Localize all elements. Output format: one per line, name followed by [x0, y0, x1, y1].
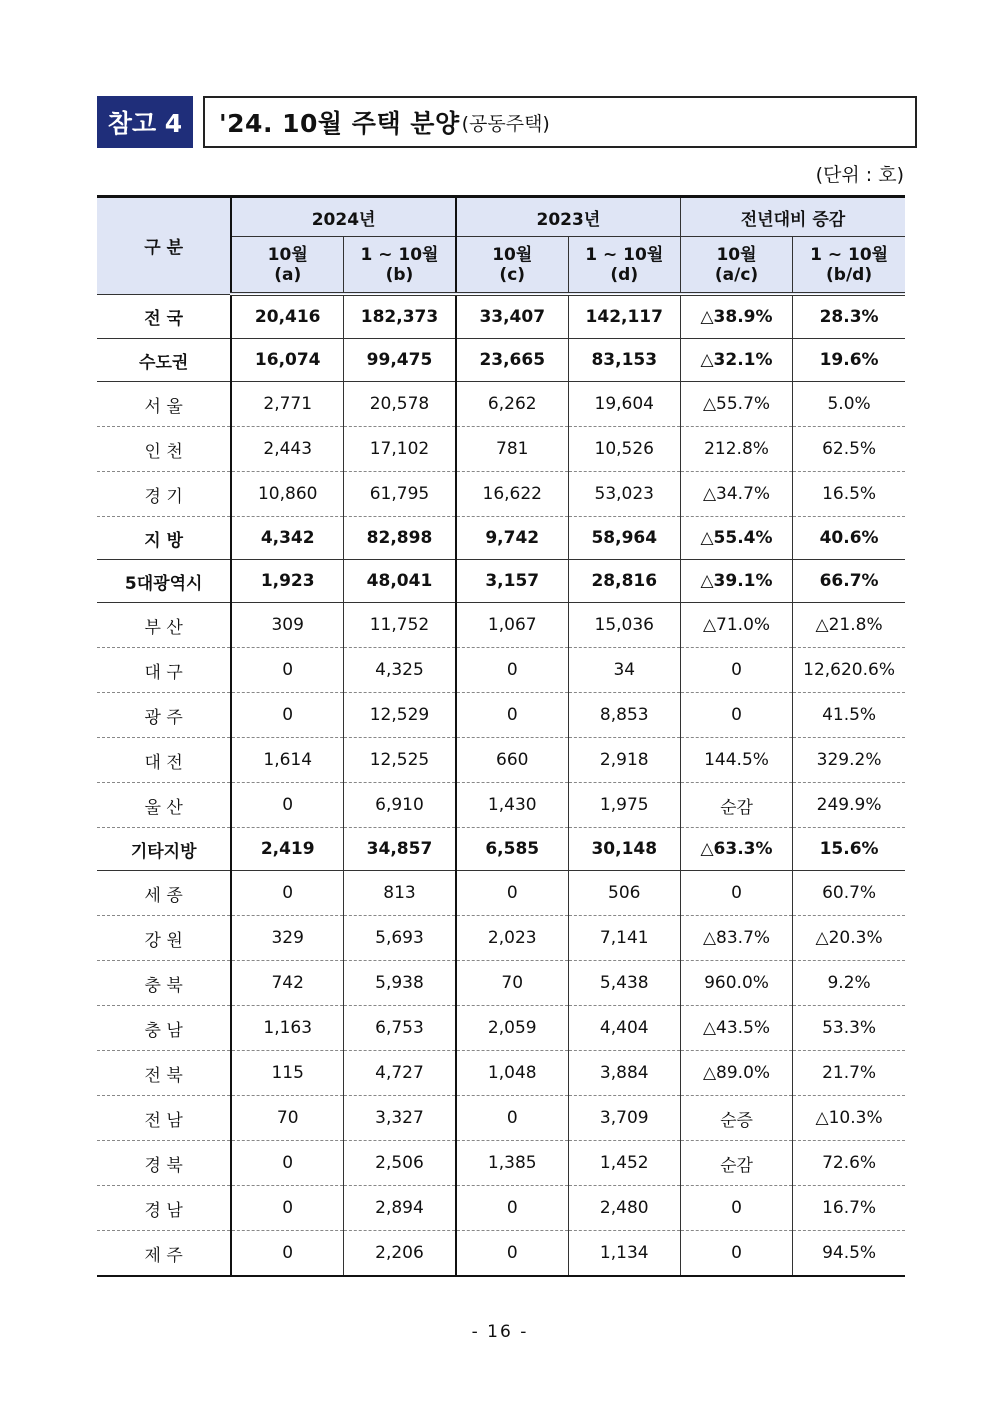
table-cell: 23,665: [456, 339, 568, 382]
table-cell: 2,419: [231, 828, 343, 871]
column-header-label: 10월: [716, 244, 757, 265]
column-header-code: (a): [274, 264, 302, 285]
table-row: [97, 693, 905, 738]
table-cell: 70: [456, 961, 568, 1006]
table-row: [97, 871, 905, 916]
page-number: - 16 -: [471, 1322, 529, 1342]
table-cell: 15,036: [568, 603, 680, 648]
table-cell: 0: [680, 871, 792, 916]
table-cell: 41.5%: [793, 693, 905, 738]
column-header-label: 10월: [267, 244, 308, 265]
table-cell: 17,102: [344, 427, 456, 472]
table-cell: 309: [231, 603, 343, 648]
table-cell: 5,693: [344, 916, 456, 961]
table-row: [97, 517, 905, 560]
table-cell: 5,438: [568, 961, 680, 1006]
table-cell: 0: [456, 648, 568, 693]
table-cell: △83.7%: [680, 916, 792, 961]
group-2024: 2024년: [231, 197, 456, 237]
table-cell: 2,506: [344, 1141, 456, 1186]
table-cell: 3,327: [344, 1096, 456, 1141]
table-cell: 16.5%: [793, 472, 905, 517]
region-name: 부 산: [97, 603, 231, 648]
table-cell: 21.7%: [793, 1051, 905, 1096]
housing-supply-table: [97, 195, 905, 1277]
table-cell: 1,067: [456, 603, 568, 648]
table-cell: 9.2%: [793, 961, 905, 1006]
table-row: [97, 1141, 905, 1186]
region-name: 대 구: [97, 648, 231, 693]
table-cell: 1,163: [231, 1006, 343, 1051]
table-row: [97, 916, 905, 961]
table-row: [97, 472, 905, 517]
table-cell: 순감: [680, 1141, 792, 1186]
table-cell: 12,529: [344, 693, 456, 738]
table-cell: 4,727: [344, 1051, 456, 1096]
table-cell: 60.7%: [793, 871, 905, 916]
table-cell: △10.3%: [793, 1096, 905, 1141]
table-cell: 15.6%: [793, 828, 905, 871]
page-subtitle: (공동주택): [461, 112, 550, 135]
table-cell: 0: [680, 648, 792, 693]
table-cell: 0: [231, 1141, 343, 1186]
column-header-code: (b/d): [826, 264, 873, 285]
table-cell: 6,262: [456, 382, 568, 427]
column-header: [793, 237, 905, 295]
table-cell: 10,860: [231, 472, 343, 517]
column-header-code: (c): [499, 264, 526, 285]
table-cell: 2,059: [456, 1006, 568, 1051]
table-cell: 53,023: [568, 472, 680, 517]
table-cell: 1,385: [456, 1141, 568, 1186]
unit-label: (단위 : 호): [815, 164, 904, 186]
table-row: [97, 294, 905, 339]
region-name: 전 남: [97, 1096, 231, 1141]
region-name: 강 원: [97, 916, 231, 961]
row-header-label: 구 분: [97, 197, 231, 295]
table-row: [97, 603, 905, 648]
region-name: 5대광역시: [97, 560, 231, 603]
table-cell: 142,117: [568, 294, 680, 339]
table-cell: 8,853: [568, 693, 680, 738]
table-cell: 0: [456, 693, 568, 738]
region-name: 경 북: [97, 1141, 231, 1186]
region-name: 경 기: [97, 472, 231, 517]
table-cell: 4,404: [568, 1006, 680, 1051]
table-cell: 34: [568, 648, 680, 693]
table-cell: 0: [231, 871, 343, 916]
table-cell: 70: [231, 1096, 343, 1141]
table-cell: 0: [680, 693, 792, 738]
table-cell: 30,148: [568, 828, 680, 871]
table-cell: 1,134: [568, 1231, 680, 1277]
table-cell: 813: [344, 871, 456, 916]
table-cell: △89.0%: [680, 1051, 792, 1096]
table-cell: 34,857: [344, 828, 456, 871]
table-row: [97, 1051, 905, 1096]
region-name: 충 남: [97, 1006, 231, 1051]
table-cell: 72.6%: [793, 1141, 905, 1186]
table-cell: 212.8%: [680, 427, 792, 472]
table-cell: 12,525: [344, 738, 456, 783]
table-cell: 7,141: [568, 916, 680, 961]
table-row: [97, 961, 905, 1006]
region-name: 전 국: [97, 294, 231, 339]
region-name: 경 남: [97, 1186, 231, 1231]
table-row: [97, 1186, 905, 1231]
region-name: 전 북: [97, 1051, 231, 1096]
column-header-code: (b): [385, 264, 414, 285]
table-cell: 2,206: [344, 1231, 456, 1277]
table-row: [97, 828, 905, 871]
table-cell: 0: [231, 693, 343, 738]
title-box: [203, 96, 917, 148]
table-cell: 9,742: [456, 517, 568, 560]
table-cell: 0: [456, 1186, 568, 1231]
table-cell: △32.1%: [680, 339, 792, 382]
region-name: 인 천: [97, 427, 231, 472]
table-cell: 53.3%: [793, 1006, 905, 1051]
table-cell: 2,023: [456, 916, 568, 961]
table-row: [97, 783, 905, 828]
table-cell: 0: [231, 648, 343, 693]
table-cell: 144.5%: [680, 738, 792, 783]
table-cell: 249.9%: [793, 783, 905, 828]
table-row: [97, 382, 905, 427]
table-cell: 329.2%: [793, 738, 905, 783]
region-name: 울 산: [97, 783, 231, 828]
region-name: 충 북: [97, 961, 231, 1006]
table-cell: △39.1%: [680, 560, 792, 603]
table-cell: 0: [680, 1186, 792, 1231]
table-cell: 182,373: [344, 294, 456, 339]
table-cell: 1,430: [456, 783, 568, 828]
table-cell: 94.5%: [793, 1231, 905, 1277]
table-cell: 5.0%: [793, 382, 905, 427]
table-cell: 82,898: [344, 517, 456, 560]
table-cell: 781: [456, 427, 568, 472]
table-cell: 742: [231, 961, 343, 1006]
table-cell: △63.3%: [680, 828, 792, 871]
table-row: [97, 1231, 905, 1277]
table-cell: 20,578: [344, 382, 456, 427]
table-cell: 28,816: [568, 560, 680, 603]
table-cell: 99,475: [344, 339, 456, 382]
page-header: [97, 96, 903, 148]
table-cell: 2,918: [568, 738, 680, 783]
table-cell: 12,620.6%: [793, 648, 905, 693]
region-name: 기타지방: [97, 828, 231, 871]
table-cell: △38.9%: [680, 294, 792, 339]
table-cell: △43.5%: [680, 1006, 792, 1051]
table-cell: 28.3%: [793, 294, 905, 339]
column-header-label: 1 ~ 10월: [360, 244, 439, 265]
group-2023: 2023년: [456, 197, 681, 237]
group-yoy-change: 전년대비 증감: [680, 197, 905, 237]
table-cell: 33,407: [456, 294, 568, 339]
column-header-code: (d): [610, 264, 639, 285]
table-cell: 1,923: [231, 560, 343, 603]
region-name: 대 전: [97, 738, 231, 783]
region-name: 광 주: [97, 693, 231, 738]
table-cell: 6,753: [344, 1006, 456, 1051]
table-row: [97, 738, 905, 783]
region-name: 수도권: [97, 339, 231, 382]
column-header-label: 1 ~ 10월: [810, 244, 889, 265]
table-row: [97, 1096, 905, 1141]
table-cell: 1,975: [568, 783, 680, 828]
table-cell: 2,894: [344, 1186, 456, 1231]
region-name: 지 방: [97, 517, 231, 560]
table-row: [97, 560, 905, 603]
table-cell: 61,795: [344, 472, 456, 517]
table-cell: 58,964: [568, 517, 680, 560]
table-cell: 0: [231, 783, 343, 828]
table-cell: 3,884: [568, 1051, 680, 1096]
table-cell: 0: [456, 1096, 568, 1141]
table-row: [97, 1006, 905, 1051]
table-cell: 1,452: [568, 1141, 680, 1186]
column-header: [344, 237, 456, 295]
table-cell: 19.6%: [793, 339, 905, 382]
table-cell: △55.7%: [680, 382, 792, 427]
table-cell: △34.7%: [680, 472, 792, 517]
column-header-label: 1 ~ 10월: [585, 244, 664, 265]
table-cell: 6,585: [456, 828, 568, 871]
table-cell: 순감: [680, 783, 792, 828]
table-cell: 3,157: [456, 560, 568, 603]
table-cell: 4,325: [344, 648, 456, 693]
table-cell: 329: [231, 916, 343, 961]
table-cell: 0: [456, 871, 568, 916]
table-cell: 16.7%: [793, 1186, 905, 1231]
table-cell: 16,622: [456, 472, 568, 517]
table-cell: 83,153: [568, 339, 680, 382]
column-header: [680, 237, 792, 295]
table-cell: 6,910: [344, 783, 456, 828]
table-cell: 3,709: [568, 1096, 680, 1141]
table-cell: 2,480: [568, 1186, 680, 1231]
region-name: 서 울: [97, 382, 231, 427]
table-cell: 40.6%: [793, 517, 905, 560]
region-name: 세 종: [97, 871, 231, 916]
table-cell: 48,041: [344, 560, 456, 603]
table-cell: 66.7%: [793, 560, 905, 603]
table-cell: 순증: [680, 1096, 792, 1141]
table-cell: 11,752: [344, 603, 456, 648]
table-cell: △55.4%: [680, 517, 792, 560]
table-cell: 506: [568, 871, 680, 916]
reference-badge: 참고 4: [97, 96, 193, 148]
table-cell: 16,074: [231, 339, 343, 382]
region-name: 제 주: [97, 1231, 231, 1277]
page-title: '24. 10월 주택 분양: [219, 109, 460, 138]
table-cell: 10,526: [568, 427, 680, 472]
table-row: [97, 339, 905, 382]
column-header: [568, 237, 680, 295]
column-header: [456, 237, 568, 295]
table-cell: 19,604: [568, 382, 680, 427]
table-cell: 960.0%: [680, 961, 792, 1006]
table-cell: 2,771: [231, 382, 343, 427]
table-cell: △20.3%: [793, 916, 905, 961]
table-cell: 1,614: [231, 738, 343, 783]
table-cell: 62.5%: [793, 427, 905, 472]
table-cell: △21.8%: [793, 603, 905, 648]
table-cell: 0: [456, 1231, 568, 1277]
table-cell: △71.0%: [680, 603, 792, 648]
table-cell: 1,048: [456, 1051, 568, 1096]
table-cell: 4,342: [231, 517, 343, 560]
table-cell: 115: [231, 1051, 343, 1096]
table-cell: 2,443: [231, 427, 343, 472]
table-row: [97, 427, 905, 472]
column-header: [231, 237, 343, 295]
table-cell: 20,416: [231, 294, 343, 339]
table-cell: 5,938: [344, 961, 456, 1006]
table-cell: 660: [456, 738, 568, 783]
table-cell: 0: [231, 1186, 343, 1231]
column-header-label: 10월: [492, 244, 533, 265]
table-row: [97, 648, 905, 693]
table-cell: 0: [680, 1231, 792, 1277]
table-cell: 0: [231, 1231, 343, 1277]
column-header-code: (a/c): [714, 264, 759, 285]
